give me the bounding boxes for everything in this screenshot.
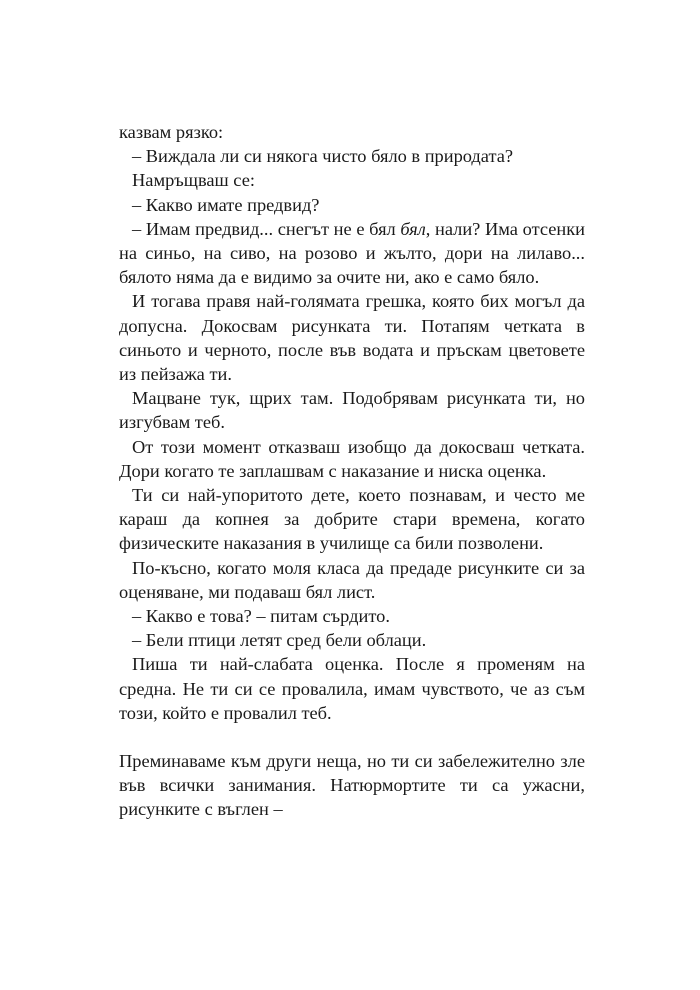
paragraph: По-късно, когато моля класа да предаде рисунките си за оценяване, ми подаваш бял лист. bbox=[119, 557, 585, 602]
book-page bbox=[119, 120, 585, 822]
text-run: – Имам предвид... снегът не е бял bbox=[132, 218, 401, 239]
emphasized-word: бял bbox=[400, 218, 426, 239]
paragraph: Намръщваш се: bbox=[132, 170, 255, 191]
dialogue-line: – Какво имате предвид? bbox=[132, 194, 320, 215]
paragraph: И тогава правя най-голямата грешка, която бих могъл да допусна. Докосвам рисунката ти. Потапям четката в синьото и черното, после във водата и пръскам цветовете из пейзажа ти. bbox=[119, 291, 585, 385]
dialogue-line: – Бели птици летят сред бели облаци. bbox=[132, 630, 427, 651]
paragraph: Ти си най-упоритото дете, което познавам, и често ме караш да копнея за добрите стари времена, когато физическите наказания в училище са били позволени. bbox=[119, 485, 585, 554]
paragraph: Преминаваме към други неща, но ти си забележително зле във всички занимания. Натюрмортите ти са ужасни, рисунките с въглен – bbox=[119, 751, 585, 820]
text-run: , нали? Има отсенки на синьо, на сиво, на розово и жълто, дори на лилаво... бялото няма да е видимо за очите ни, ако е само бяло. bbox=[119, 218, 586, 288]
paragraph: казвам рязко: bbox=[119, 122, 224, 142]
dialogue-line: – Виждала ли си някога чисто бяло в природата? bbox=[132, 146, 514, 167]
paragraph: От този момент отказваш изобщо да докосваш четката. Дори когато те заплашвам с наказание и ниска оценка. bbox=[119, 436, 585, 481]
paragraph: Пиша ти най-слабата оценка. После я променям на средна. Не ти си се провалила, имам чувството, че аз съм този, който е провалил теб. bbox=[119, 654, 585, 723]
paragraph: Мацване тук, щрих там. Подобрявам рисунката ти, но изгубвам теб. bbox=[119, 388, 585, 433]
dialogue-line bbox=[119, 217, 585, 290]
dialogue-line: – Какво е това? – питам сърдито. bbox=[132, 606, 390, 627]
